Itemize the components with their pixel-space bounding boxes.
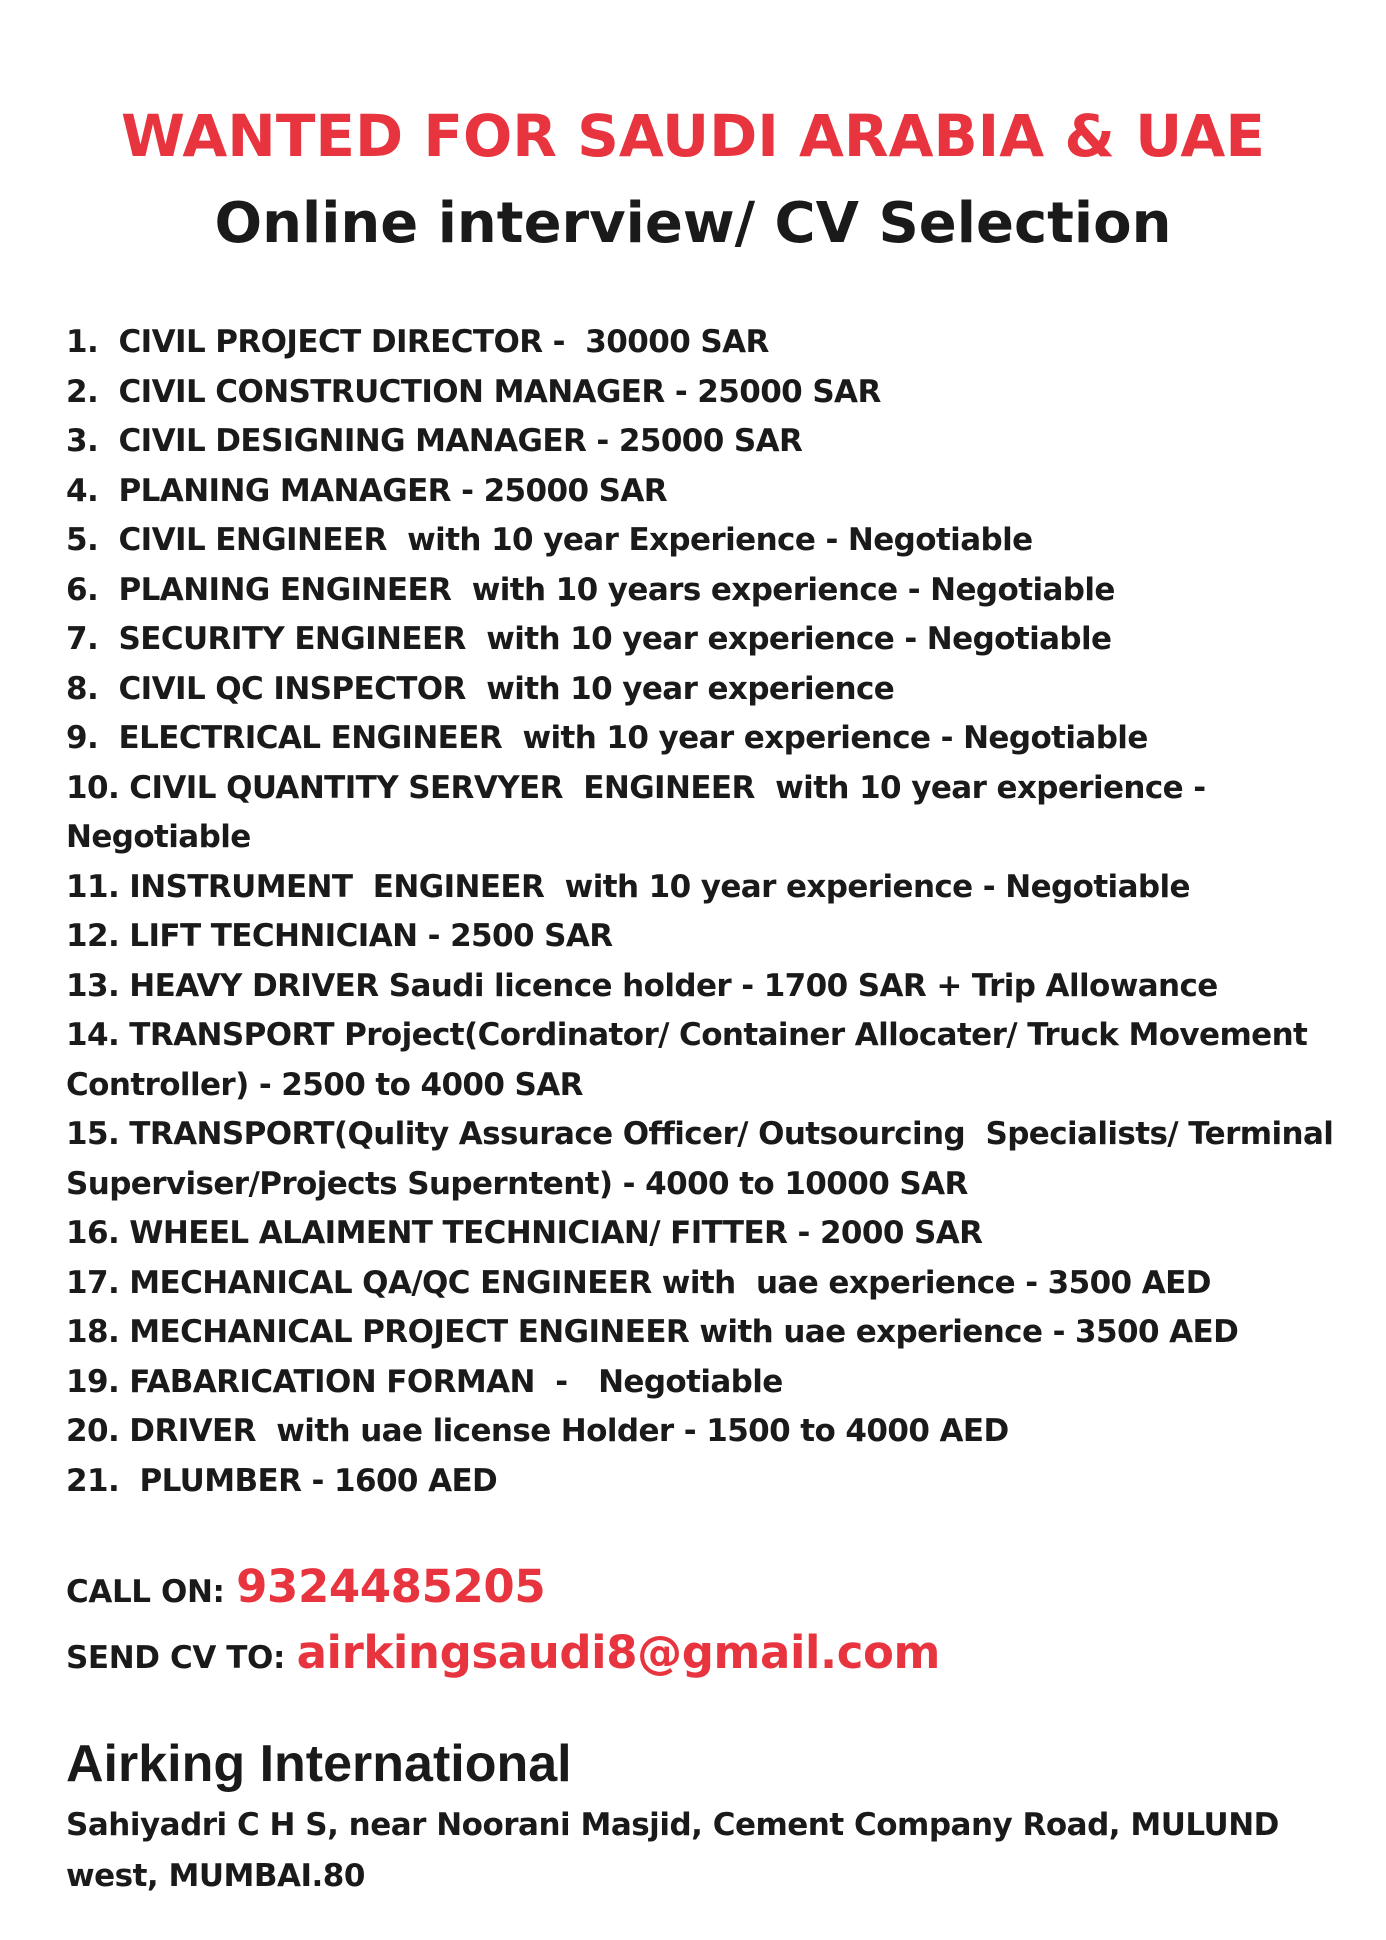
company-address: Sahiyadri C H S, near Noorani Masjid, Cement Company Road, MULUND west, MUMBAI.80 <box>66 1807 1279 1894</box>
job-position-2: 2. CIVIL CONSTRUCTION MANAGER - 25000 SAR <box>66 373 881 410</box>
job-position-21: 21. PLUMBER - 1600 AED <box>66 1462 498 1499</box>
job-position-17: 17. MECHANICAL QA/QC ENGINEER with uae experience - 3500 AED <box>66 1264 1211 1301</box>
job-position-19: 19. FABARICATION FORMAN - Negotiable <box>66 1363 783 1400</box>
job-position-16: 16. WHEEL ALAIMENT TECHNICIAN/ FITTER - 2000 SAR <box>66 1215 983 1251</box>
poster-subtitle: Online interview/ CV Selection <box>214 191 1172 256</box>
job-position-11: 11. INSTRUMENT ENGINEER with 10 year experience - Negotiable <box>66 868 1190 905</box>
company-name: Airking International <box>66 1735 572 1793</box>
job-position-3: 3. CIVIL DESIGNING MANAGER - 25000 SAR <box>66 423 803 459</box>
job-position-1: 1. CIVIL PROJECT DIRECTOR - 30000 SAR <box>66 324 769 360</box>
job-position-9: 9. ELECTRICAL ENGINEER with 10 year experience - Negotiable <box>66 720 1148 756</box>
send-cv-label: SEND CV TO: <box>66 1640 286 1676</box>
poster-title: WANTED FOR SAUDI ARABIA & UAE <box>121 102 1265 170</box>
job-position-13: 13. HEAVY DRIVER Saudi licence holder - 1700 SAR + Trip Allowance <box>66 967 1218 1004</box>
job-position-8: 8. CIVIL QC INSPECTOR with 10 year experience <box>66 670 895 707</box>
job-position-5: 5. CIVIL ENGINEER with 10 year Experience - Negotiable <box>66 522 1033 558</box>
job-position-20: 20. DRIVER with uae license Holder - 1500 to 4000 AED <box>66 1413 1009 1449</box>
job-position-12: 12. LIFT TECHNICIAN - 2500 SAR <box>66 918 613 954</box>
job-position-15: 15. TRANSPORT(Qulity Assurace Officer/ Outsourcing Specialists/ Terminal Superviser/Projects Superntent) - 4000 to 10000 SAR <box>66 1116 1344 1202</box>
call-contact-line <box>66 1560 545 1613</box>
job-position-4: 4. PLANING MANAGER - 25000 SAR <box>66 472 668 509</box>
job-positions-list <box>66 318 1356 1506</box>
job-position-6: 6. PLANING ENGINEER with 10 years experience - Negotiable <box>66 571 1115 608</box>
job-position-18: 18. MECHANICAL PROJECT ENGINEER with uae experience - 3500 AED <box>66 1314 1239 1350</box>
phone-number: 9324485205 <box>236 1560 546 1613</box>
email-address: airkingsaudi8@gmail.com <box>296 1626 941 1679</box>
cv-contact-line <box>66 1626 940 1679</box>
job-position-10: 10. CIVIL QUANTITY SERVYER ENGINEER with 10 year experience - Negotiable <box>66 769 1216 855</box>
job-position-7: 7. SECURITY ENGINEER with 10 year experience - Negotiable <box>66 621 1112 657</box>
call-label: CALL ON: <box>66 1574 225 1610</box>
job-position-14: 14. TRANSPORT Project(Cordinator/ Container Allocater/ Truck Movement Controller) - 2500 to 4000 SAR <box>66 1017 1318 1103</box>
